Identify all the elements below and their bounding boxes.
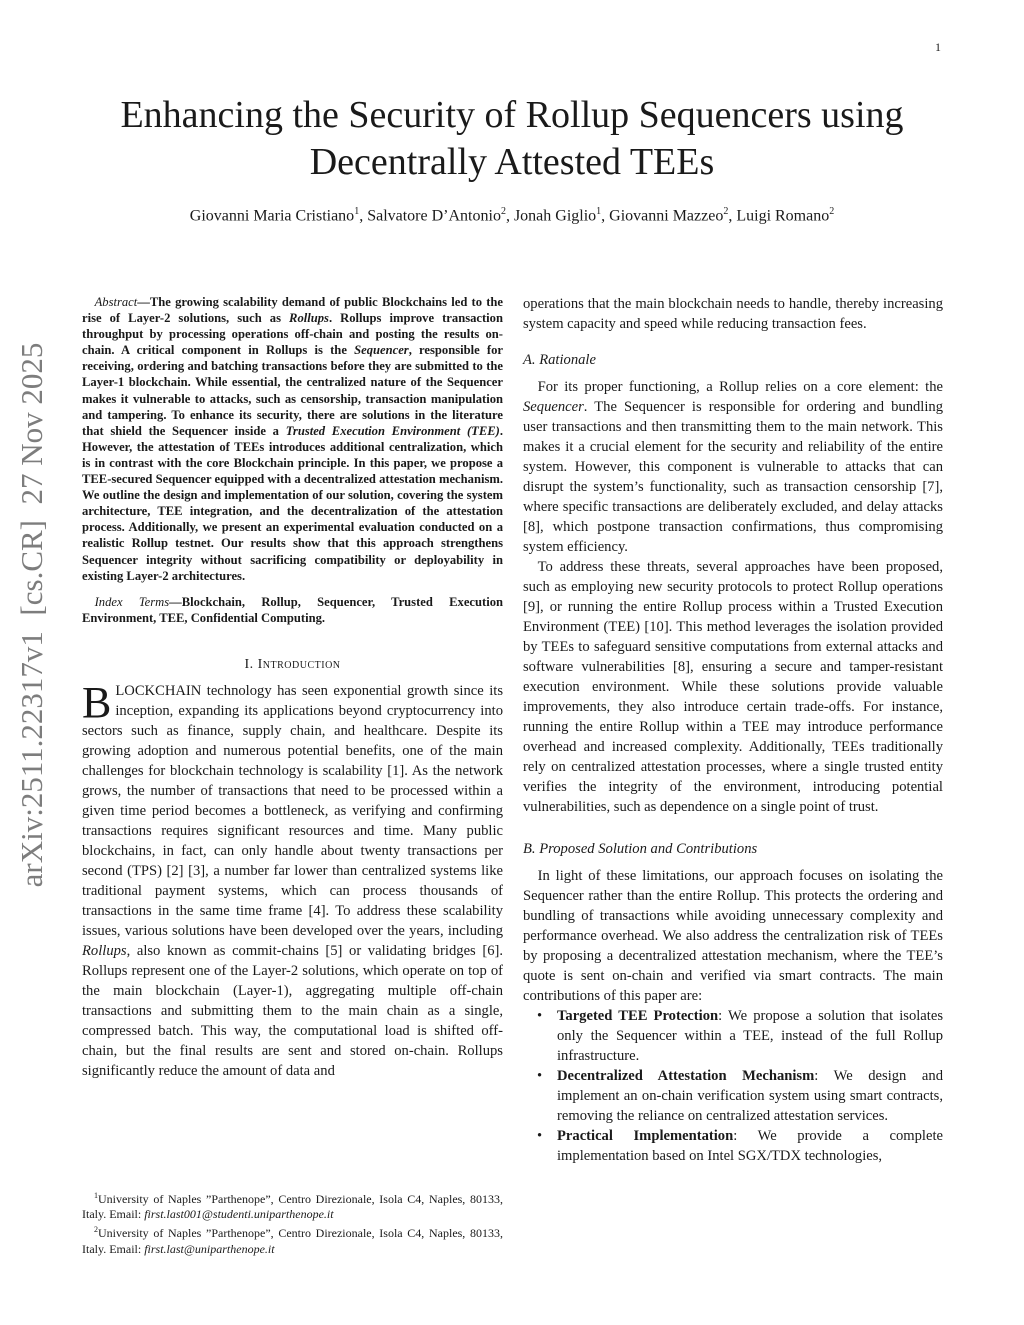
subsection-heading-rationale: A. Rationale (523, 352, 596, 368)
author-name: Giovanni Maria Cristiano (189, 207, 355, 225)
abstract-text: —The growing scalability demand of public Blockchains led to the rise of Layer-2 solutions, such as (82, 295, 503, 326)
author-list: Giovanni Maria Cristiano$^1$, Salvatore D’Antonio$^2$, Jonah Giglio$^1$, Giovanni Mazzeo$^2$, Luigi Romano$^2$ (189, 206, 835, 225)
paragraph-emphasis: Sequencer (523, 399, 584, 415)
paragraph-emphasis: Rollups (82, 942, 127, 959)
abstract-emphasis: Trusted Execution Environment (TEE) (285, 423, 500, 438)
author-name: Luigi Romano (736, 207, 830, 225)
list-item-text: : We propose a solution that isolates only the Sequencer within a TEE, instead of the full Rollup infrastructure. (557, 1008, 944, 1064)
index-terms-text: —Blockchain, Rollup, Sequencer, Trusted Execution Environment, TEE, Confidential Computing. (82, 594, 503, 625)
author-name: Giovanni Mazzeo (609, 207, 724, 225)
footnote-mark: 1 (94, 1191, 98, 1200)
rationale-paragraph (523, 377, 943, 557)
footnote-text: University of Naples ”Parthenope”, Centro Direzionale, Isola C4, Naples, 80133, Italy. Email: (82, 1226, 503, 1256)
footnotes (82, 1188, 503, 1257)
author-name: Jonah Giglio (513, 207, 597, 225)
footnote-email[interactable]: first.last@uniparthenope.it (144, 1241, 275, 1256)
drop-cap: B (82, 677, 112, 727)
contributions-paragraph: In light of these limitations, our approach focuses on isolating the Sequencer rather than the entire Rollup. This protects the ordering and bundling of transactions while avoiding unnecessary complexity and performance overhead. We also address the centralization risk of TEEs by proposing a decentralized attestation mechanism, where the TEE’s quote is sent on-chain and verified via smart contracts. The main contributions of this paper are: (523, 868, 943, 1004)
list-item-head: Practical Implementation (557, 1128, 734, 1144)
footnote-email[interactable]: first.last001@studenti.uniparthenope.it (144, 1207, 334, 1222)
paragraph-text: LOCKCHAIN technology has seen exponential growth since its inception, expanding its applications beyond cryptocurrency into sectors such as finance, supply chain, and healthcare. Despite its growing adoption and numerous potential benefits, one of the main challenges for blockchain technology is scalability [1]. As the network grows, the number of transactions that need to be processed within a given time period becomes a bottleneck, as verifying and confirming transactions requires significant resources and time. Many public blockchains, in fact, can only handle about twenty transactions per second (TPS) [2] [3], a number far lower than centralized systems like traditional payment systems, which can process thousands of transactions in the same time frame [4]. To address these scalability issues, various solutions have been developed over the years, including (82, 682, 503, 939)
section-heading (82, 657, 503, 673)
abstract-text: . However, the attestation of TEEs introduces additional centralization, which is in contrast with the core Blockchain principle. In this paper, we propose a TEE-secured Sequencer equipped with a decentralized attestation mechanism. We outline the design and implementation of our solution, covering the system architecture, TEE integration, and the decentralization of the attestation process. Additionally, we present an experimental evaluation conducted on a realistic Rollup testnet. Our results show that this approach strengthens Sequencer integrity without sacrificing compatibility or deployability in existing Layer-2 architectures. (82, 423, 503, 583)
arxiv-identifier-text: arXiv:2511.22317v1 [cs.CR] 27 Nov 2025 (14, 342, 49, 888)
paragraph-text: For its proper functioning, a Rollup relies on a core element: the (537, 379, 943, 395)
intro-paragraph-continued: operations that the main blockchain needs to handle, thereby increasing system capacity and speed while reducing transaction fees. (523, 296, 943, 332)
right-column (523, 294, 943, 1166)
list-item-head: Targeted TEE Protection (557, 1008, 719, 1024)
index-terms-label: Index Terms (94, 594, 170, 609)
abstract (82, 294, 503, 584)
footnote-text: University of Naples ”Parthenope”, Centro Direzionale, Isola C4, Naples, 80133, Italy. Email: (82, 1192, 503, 1222)
list-item-text: : We provide a complete implementation based on Intel SGX/TDX technologies, (557, 1128, 943, 1164)
index-terms (82, 594, 503, 626)
abstract-emphasis: Sequencer (354, 343, 409, 358)
paragraph-text: . The Sequencer is responsible for ordering and bundling user transactions and then transmitting them to the main network. This makes it a crucial element for the security and reliability of the entire system. However, this component is vulnerable to attacks that can disrupt the system’s functionality, such as transaction censorship [7], where specific transactions are deliberately excluded, and delay attacks [8], which postpone transaction confirmations, thus compromising system efficiency. (523, 399, 943, 555)
author-affiliation: 2 (723, 206, 729, 217)
contributions-list (523, 1006, 943, 1166)
section-heading-text: I. Introduction (244, 656, 341, 672)
abstract-label: Abstract (94, 295, 138, 309)
abstract-emphasis: Rollups (289, 311, 329, 326)
author-affiliation: 2 (500, 206, 506, 217)
footnote (82, 1222, 503, 1256)
page-number: 1 (935, 40, 941, 54)
author-name: Salvatore D’Antonio (367, 207, 501, 225)
abstract-text: . Rollups improve transaction throughput by processing operations off-chain and posting the results on-chain. A critical component in Rollups is the (82, 311, 503, 358)
footnote-mark: 2 (94, 1225, 98, 1235)
author-affiliation: 2 (829, 206, 835, 217)
intro-paragraph (82, 677, 503, 1081)
author-affiliation: 1 (596, 206, 602, 217)
bullet-icon: • (537, 1068, 543, 1084)
bullet-icon: • (537, 1008, 543, 1024)
paper-title: Enhancing the Security of Rollup Sequencers using Decentrally Attested TEEs (120, 94, 904, 183)
bullet-icon: • (537, 1128, 543, 1144)
author-affiliation: 1 (354, 206, 360, 217)
list-item (523, 1006, 943, 1066)
subsection-heading-contributions: B. Proposed Solution and Contributions (523, 841, 758, 857)
paragraph-text: , also known as commit-chains [5] or validating bridges [6]. Rollups represent one of the Layer-2 solutions, which operate on top of the main blockchain (Layer-1), aggregating multiple off-chain transactions and submitting them to the main chain as a single, compressed batch. This way, the computational load is shifted off-chain, but the final results are sent and stored on-chain. Rollups significantly reduce the amount of data and (82, 942, 503, 1079)
list-item-head: Decentralized Attestation Mechanism (557, 1068, 815, 1084)
abstract-text: , responsible for receiving, ordering and batching transactions before they are submitted to the Layer-1 blockchain. While essential, the centralized nature of the Sequencer makes it vulnerable to attacks, such as censorship, transaction manipulation and tampering. To enhance its security, there are solutions in the literature that shield the Sequencer inside a (82, 343, 503, 438)
list-item (523, 1126, 943, 1166)
list-item (523, 1066, 943, 1126)
list-item-text: : We design and implement an on-chain verification system using smart contracts, removing the reliance on centralized attestation services. (557, 1068, 943, 1124)
rationale-paragraph: To address these threats, several approaches have been proposed, such as employing new security protocols to protect Rollup operations [9], or running the entire Rollup process within a Trusted Execution Environment (TEE) [10]. This method leverages the isolation provided by TEEs to safeguard sensitive computations from external attacks and software vulnerabilities [8], ensuring a secure and tamper-resistant execution environment. While these solutions provide valuable improvements, they also introduce certain trade-offs. For instance, running the entire Rollup within a TEE may introduce performance overhead and increased complexity. Additionally, TEEs traditionally rely on centralized attestation processes, where a single trusted entity verifies the integrity of the environment, introducing potential vulnerabilities, such as dependence on a single point of trust. (523, 559, 943, 815)
left-column (82, 294, 503, 1081)
arxiv-identifier (12, 342, 52, 888)
footnote (82, 1188, 503, 1222)
